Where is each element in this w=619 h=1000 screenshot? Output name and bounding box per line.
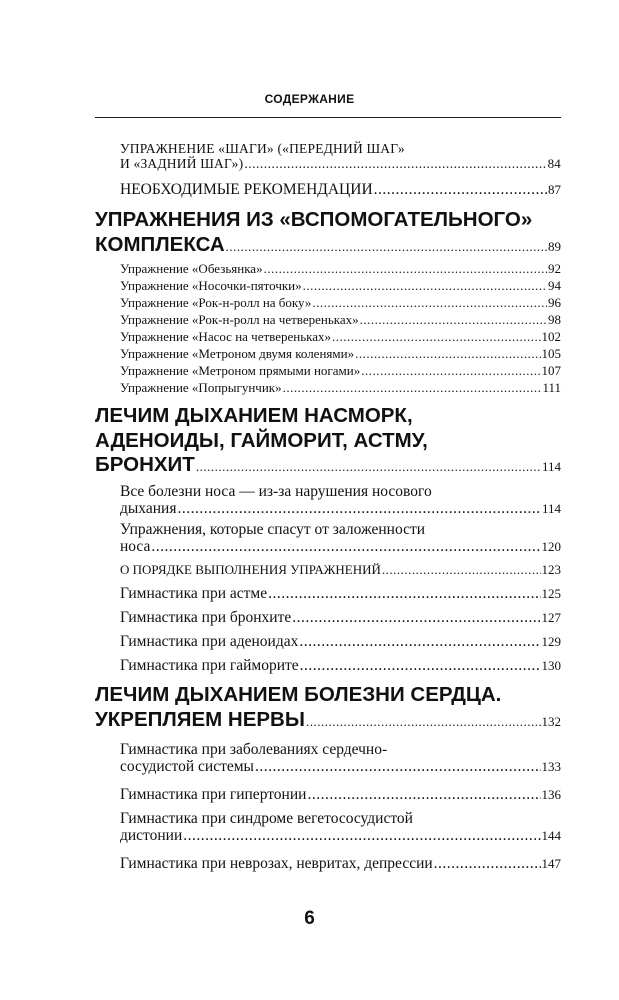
toc-entry-title: Упражнение «Метроном двумя коленями» xyxy=(120,346,355,361)
toc-entry-title: Все болезни носа — из-за нарушения носового xyxy=(120,483,432,500)
toc-section-title: АДЕНОИДЫ, ГАЙМОРИТ, АСТМУ, xyxy=(95,428,428,452)
toc-page-number: 105 xyxy=(541,346,561,361)
toc-entry xyxy=(120,786,561,803)
toc-entry-title: И «ЗАДНИЙ ШАГ») xyxy=(120,155,244,171)
toc-section xyxy=(95,208,561,257)
toc-entry-title: Гимнастика при синдроме вегетососудистой xyxy=(120,810,413,827)
dot-leader xyxy=(361,364,540,378)
toc-page-number: 132 xyxy=(541,713,561,729)
toc-entry-title: Гимнастика при астме xyxy=(120,585,268,602)
toc-entry xyxy=(120,313,561,327)
toc-page-number: 98 xyxy=(548,312,561,327)
toc-entry-title: сосудистой системы xyxy=(120,758,254,776)
toc-entry-title: дыхания xyxy=(120,500,177,518)
toc-entry-title: Гимнастика при аденоидах xyxy=(120,633,299,650)
toc-page-number: 127 xyxy=(541,610,561,625)
toc-entry-title: Упражнение «Метроном прямыми ногами» xyxy=(120,363,361,378)
toc-entry-title: НЕОБХОДИМЫЕ РЕКОМЕНДАЦИИ xyxy=(120,181,373,198)
toc-section xyxy=(95,683,561,732)
toc-page-number: 120 xyxy=(541,539,561,555)
toc-entry xyxy=(120,347,561,361)
toc-entry xyxy=(120,609,561,626)
toc-section xyxy=(95,404,561,478)
dot-leader xyxy=(196,459,541,475)
dot-leader xyxy=(306,714,541,730)
toc-section-title: КОМПЛЕКСА xyxy=(95,232,225,256)
toc-entry xyxy=(120,262,561,276)
dot-leader xyxy=(374,181,547,198)
dot-leader xyxy=(268,585,540,602)
toc-entry-title: Упражнение «Попрыгунчик» xyxy=(120,380,282,395)
toc-entry xyxy=(120,364,561,378)
toc-page-number: 102 xyxy=(541,329,561,344)
toc-section-title: ЛЕЧИМ ДЫХАНИЕМ НАСМОРК, xyxy=(95,404,413,427)
dot-leader xyxy=(303,279,547,293)
dot-leader xyxy=(244,157,546,172)
toc-entry xyxy=(120,657,561,674)
toc-entry-title: Гимнастика при гайморите xyxy=(120,657,299,674)
toc-entry-title: Гимнастика при неврозах, невритах, депрессии xyxy=(120,855,433,872)
toc-entry-title: Упражнение «Насос на четвереньках» xyxy=(120,329,332,344)
toc-entry-title: О ПОРЯДКЕ ВЫПОЛНЕНИЯ УПРАЖНЕНИЙ xyxy=(120,562,381,577)
dot-leader xyxy=(283,381,542,395)
toc-page-number: 94 xyxy=(548,278,561,293)
toc-entry xyxy=(120,483,561,517)
toc-page-number: 125 xyxy=(541,586,561,601)
toc-page-number: 144 xyxy=(541,828,561,844)
toc-page-number: 147 xyxy=(541,856,561,871)
dot-leader xyxy=(177,500,541,517)
toc-entry-title: УПРАЖНЕНИЕ «ШАГИ» («ПЕРЕДНИЙ ШАГ» xyxy=(120,141,405,156)
toc-page-number: 114 xyxy=(541,501,561,517)
running-header: СОДЕРЖАНИЕ xyxy=(264,92,355,106)
toc-entry-title: Упражнение «Обезьянка» xyxy=(120,261,263,276)
toc-entry xyxy=(120,181,561,198)
toc-entry-title: Упражнение «Рок-н-ролл на боку» xyxy=(120,295,312,310)
toc-page-number: 96 xyxy=(548,295,561,310)
dot-leader xyxy=(300,657,541,674)
toc-entry xyxy=(120,330,561,344)
toc-section-title: УКРЕПЛЯЕМ НЕРВЫ xyxy=(95,707,305,731)
toc-page-number: 133 xyxy=(541,759,561,775)
toc-entry xyxy=(120,563,561,577)
toc-page-number: 89 xyxy=(548,238,561,254)
dot-leader xyxy=(332,330,540,344)
toc-page-number: 84 xyxy=(547,155,561,171)
dot-leader xyxy=(255,758,541,775)
dot-leader xyxy=(183,827,540,844)
toc-entry xyxy=(120,381,561,395)
toc-page-number: 111 xyxy=(542,380,561,395)
toc-entry xyxy=(120,741,561,775)
toc-entry xyxy=(120,142,561,172)
dot-leader xyxy=(434,855,541,872)
toc-entry-title: Упражнение «Носочки-пяточки» xyxy=(120,278,302,293)
toc-entry-title: носа xyxy=(120,538,151,556)
toc-entry xyxy=(120,521,561,555)
toc-entry-title: Упражнения, которые спасут от заложенности xyxy=(120,521,426,538)
dot-leader xyxy=(151,538,540,555)
toc-entry xyxy=(120,585,561,602)
toc-page-number: 123 xyxy=(541,562,561,577)
dot-leader xyxy=(360,313,547,327)
dot-leader xyxy=(299,633,540,650)
toc-page-number: 130 xyxy=(541,658,561,673)
dot-leader xyxy=(382,563,541,577)
dot-leader xyxy=(226,239,547,255)
toc-entry-title: Упражнение «Рок-н-ролл на четвереньках» xyxy=(120,312,359,327)
toc-entry xyxy=(120,296,561,310)
page-number: 6 xyxy=(304,908,315,929)
toc-section-title: УПРАЖНЕНИЯ ИЗ «ВСПОМОГАТЕЛЬНОГО» xyxy=(95,208,533,231)
dot-leader xyxy=(264,262,547,276)
toc-section-title: БРОНХИТ xyxy=(95,453,195,477)
dot-leader xyxy=(292,609,540,626)
toc-entry-title: Гимнастика при бронхите xyxy=(120,609,292,626)
toc-entry-title: Гимнастика при заболеваниях сердечно- xyxy=(120,741,388,758)
dot-leader xyxy=(355,347,540,361)
dot-leader xyxy=(307,786,540,803)
toc-page-number: 87 xyxy=(548,182,561,197)
toc-page-number: 92 xyxy=(548,261,561,276)
toc-page-number: 107 xyxy=(541,363,561,378)
toc-page-number: 129 xyxy=(541,634,561,649)
toc-entry xyxy=(120,855,561,872)
toc-entry xyxy=(120,810,561,844)
toc-page-number: 136 xyxy=(541,787,561,802)
toc-entry-title: дистонии xyxy=(120,827,183,845)
toc-entry xyxy=(120,633,561,650)
toc-page-number: 114 xyxy=(541,459,561,475)
toc-entry-title: Гимнастика при гипертонии xyxy=(120,786,307,803)
toc-entry xyxy=(120,279,561,293)
dot-leader xyxy=(312,296,547,310)
toc-section-title: ЛЕЧИМ ДЫХАНИЕМ БОЛЕЗНИ СЕРДЦА. xyxy=(95,683,502,706)
